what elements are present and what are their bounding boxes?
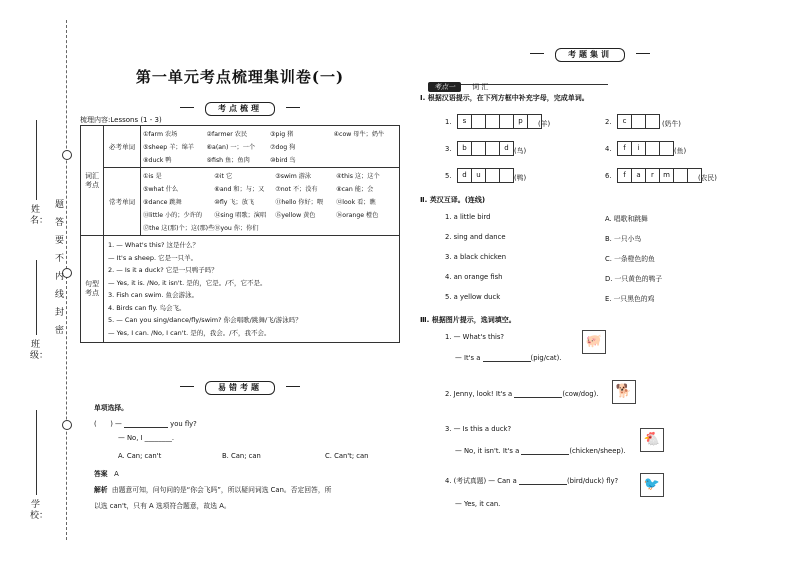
blank[interactable] <box>514 397 562 398</box>
blank[interactable] <box>124 427 168 428</box>
blank[interactable] <box>483 361 531 362</box>
pic-q3-answer: — No, it isn't. It's a (chicken/sheep). <box>455 447 626 455</box>
word-item: ②farmer 农民 <box>206 131 248 138</box>
hole-mark <box>62 420 72 430</box>
item-number: 6. <box>605 172 612 180</box>
sentences <box>104 236 400 343</box>
letter-boxes[interactable]: b d <box>458 141 514 156</box>
class-label: 班级： <box>30 340 49 361</box>
hint: (鸟) <box>514 147 527 155</box>
seal-line <box>66 20 67 540</box>
banner-practice <box>530 48 650 60</box>
section-2-title: Ⅱ. 英汉互译。(连线) <box>420 196 486 204</box>
word-item: ⑰the 这(那)个；这(那)些 <box>143 225 215 232</box>
sentence: 1. — What's this? 这是什么？ <box>108 241 200 249</box>
vocab-head: 词汇考点 <box>81 126 104 236</box>
pic-q2: 2. Jenny, look! It's a (cow/dog). <box>445 390 599 398</box>
chicken-icon: 🐔 <box>640 428 664 452</box>
match-left[interactable]: 2. sing and dance <box>445 233 506 241</box>
word-item: ③swim 游泳 <box>275 173 312 180</box>
key-points-table <box>80 125 400 343</box>
blank[interactable] <box>519 484 567 485</box>
word-item: ⑭sing 唱歌；演唱 <box>214 212 267 219</box>
common-label: 常考单词 <box>104 168 141 236</box>
word-item: ①farm 农场 <box>143 131 178 138</box>
school-line <box>36 410 37 495</box>
notice-char: 不 <box>54 254 64 264</box>
class-line <box>36 260 37 335</box>
letter-boxes[interactable]: f i <box>618 141 674 156</box>
hole-mark <box>62 150 72 160</box>
match-left[interactable]: 5. a yellow duck <box>445 293 501 301</box>
banner-label: 考题集训 <box>555 48 625 62</box>
word-item: ⑦dog 狗 <box>270 144 296 151</box>
pic-q4: 4. (考试真题) — Can a (bird/duck) fly? <box>445 477 619 485</box>
sent-head: 句型考点 <box>81 236 104 343</box>
explanation: 解析 由题意可知，问句问的是“你会飞吗”，所以疑问词选 Can。否定回答，所 <box>94 486 332 494</box>
option-a[interactable]: A. Can; can't <box>118 452 162 460</box>
must-words <box>141 126 400 168</box>
word-item: ⑤what 什么 <box>143 186 179 193</box>
word-item: ④cow 母牛；奶牛 <box>333 131 385 138</box>
match-right[interactable]: D. 一只黄色的鸭子 <box>605 275 663 283</box>
page-title: 第一单元考点梳理集训卷(一) <box>135 68 345 86</box>
letter-boxes[interactable]: f a r m <box>618 168 702 183</box>
item-number: 2. <box>605 118 612 126</box>
sentence: — It's a sheep. 它是一只羊。 <box>108 253 198 262</box>
word-item: ⑩fly 飞；放飞 <box>214 199 255 206</box>
word-item: ③pig 猪 <box>270 131 294 138</box>
letter-boxes[interactable]: d u <box>458 168 514 183</box>
word-item: ⑪hello 你好；喂 <box>275 199 324 206</box>
item-number: 5. <box>445 172 452 180</box>
word-item: ⑥a(an) 一；一个 <box>206 144 256 151</box>
word-item: ⑦not 不；没有 <box>275 186 318 193</box>
must-label: 必考单词 <box>104 126 141 168</box>
blank[interactable] <box>521 454 569 455</box>
hint: (羊) <box>538 120 551 128</box>
item-number: 1. <box>445 118 452 126</box>
letter-boxes[interactable]: c <box>618 114 660 129</box>
notice-char: 题 <box>54 200 64 210</box>
pic-q4-answer: — Yes, it can. <box>455 500 501 508</box>
notice-char: 封 <box>54 308 64 318</box>
word-item: ⑱you 你；你们 <box>214 225 259 232</box>
notice-char: 要 <box>54 236 64 246</box>
match-right[interactable]: B. 一只小鸟 <box>605 235 642 243</box>
name-line <box>36 120 37 200</box>
word-item: ⑯orange 橙色 <box>336 212 379 219</box>
word-item: ⑨dance 跳舞 <box>143 199 182 206</box>
match-right[interactable]: E. 一只黑色的鸡 <box>605 295 655 303</box>
hint: (农民) <box>698 174 717 182</box>
sentence: 2. — Is it a duck? 它是一只鸭子吗？ <box>108 266 218 274</box>
explanation-2: 以选 can't，只有 A 选项符合题意，故选 A。 <box>94 502 231 510</box>
option-c[interactable]: C. Can't; can <box>325 452 369 460</box>
word-item: ⑥and 和；与；又 <box>214 186 265 193</box>
word-item: ④this 这；这个 <box>336 173 380 180</box>
option-b[interactable]: B. Can; can <box>222 452 261 460</box>
item-number: 3. <box>445 145 452 153</box>
hint: (奶牛) <box>662 120 681 128</box>
part-tag: 考点一 <box>428 82 461 92</box>
match-right[interactable]: C. 一条橙色的鱼 <box>605 255 655 263</box>
bird-icon: 🐦 <box>640 473 664 497</box>
word-item: ⑮yellow 黄色 <box>275 212 316 219</box>
word-item: ⑬little 小的；少许的 <box>143 212 203 219</box>
question-line: ( ) — you fly? <box>94 420 197 428</box>
sentence: — Yes, it is. /No, it isn't. 是的，它是。/不，它不是。 <box>108 278 267 287</box>
letter-boxes[interactable]: s p <box>458 114 542 129</box>
notice-char: 密 <box>54 326 64 336</box>
word-item: ①is 是 <box>143 173 162 180</box>
word-item: ⑩bird 鸟 <box>270 157 296 164</box>
section-3-title: Ⅲ. 根据图片提示，选词填空。 <box>420 316 516 324</box>
scope-text: 梳理内容:Lessons (1 - 3) <box>80 116 162 124</box>
word-item: ⑤sheep 羊；绵羊 <box>143 144 194 151</box>
match-left[interactable]: 1. a little bird <box>445 213 491 221</box>
sentence: — Yes, I can. /No, I can't. 是的，我会。/不，我不会。 <box>108 328 271 337</box>
banner-label: 易错考题 <box>205 381 275 395</box>
section-1-title: Ⅰ. 根据汉语提示，在下列方框中补充字母，完成单词。 <box>420 94 589 102</box>
name-label: 姓名： <box>30 205 49 226</box>
banner-label: 考点梳理 <box>205 102 275 116</box>
part-title: 词 汇 <box>472 83 489 91</box>
common-words <box>141 168 400 236</box>
banner-key-points <box>180 102 300 114</box>
question-line-2: — No, I ________. <box>118 434 175 442</box>
binding-margin <box>0 0 80 562</box>
pic-q1: 1. — What's this? <box>445 333 505 341</box>
match-left[interactable]: 3. a black chicken <box>445 253 507 261</box>
pic-q3: 3. — Is this a duck? <box>445 425 512 433</box>
match-right[interactable]: A. 唱歌和跳舞 <box>605 215 648 223</box>
notice-char: 答 <box>54 218 64 228</box>
notice-char: 线 <box>54 290 64 300</box>
pic-q1-answer: — It's a (pig/cat). <box>455 354 562 362</box>
banner-error-prone <box>180 381 300 393</box>
part-header <box>428 74 608 91</box>
school-label: 学校： <box>30 500 49 521</box>
word-item: ⑫look 看；瞧 <box>336 199 376 206</box>
notice-char: 内 <box>54 272 64 282</box>
item-number: 4. <box>605 145 612 153</box>
word-item: ⑨fish 鱼；鱼肉 <box>206 157 250 164</box>
match-left[interactable]: 4. an orange fish <box>445 273 503 281</box>
hint: (鸭) <box>514 174 527 182</box>
hint: (鱼) <box>674 147 687 155</box>
word-item: ⑧duck 鸭 <box>143 157 172 164</box>
sentence: 3. Fish can swim. 鱼会游泳。 <box>108 291 199 299</box>
dog-icon: 🐕 <box>612 380 636 404</box>
sentence: 4. Birds can fly. 鸟会飞。 <box>108 303 186 312</box>
sentence: 5. — Can you sing/dance/fly/swim? 你会唱歌/跳舞/飞/游泳吗？ <box>108 316 302 324</box>
pig-icon: 🐖 <box>582 330 606 354</box>
answer-row: 答案 A <box>94 470 119 478</box>
question-title: 单项选择。 <box>94 404 128 412</box>
word-item: ⑧can 能；会 <box>336 186 374 193</box>
word-item: ②it 它 <box>214 173 233 180</box>
